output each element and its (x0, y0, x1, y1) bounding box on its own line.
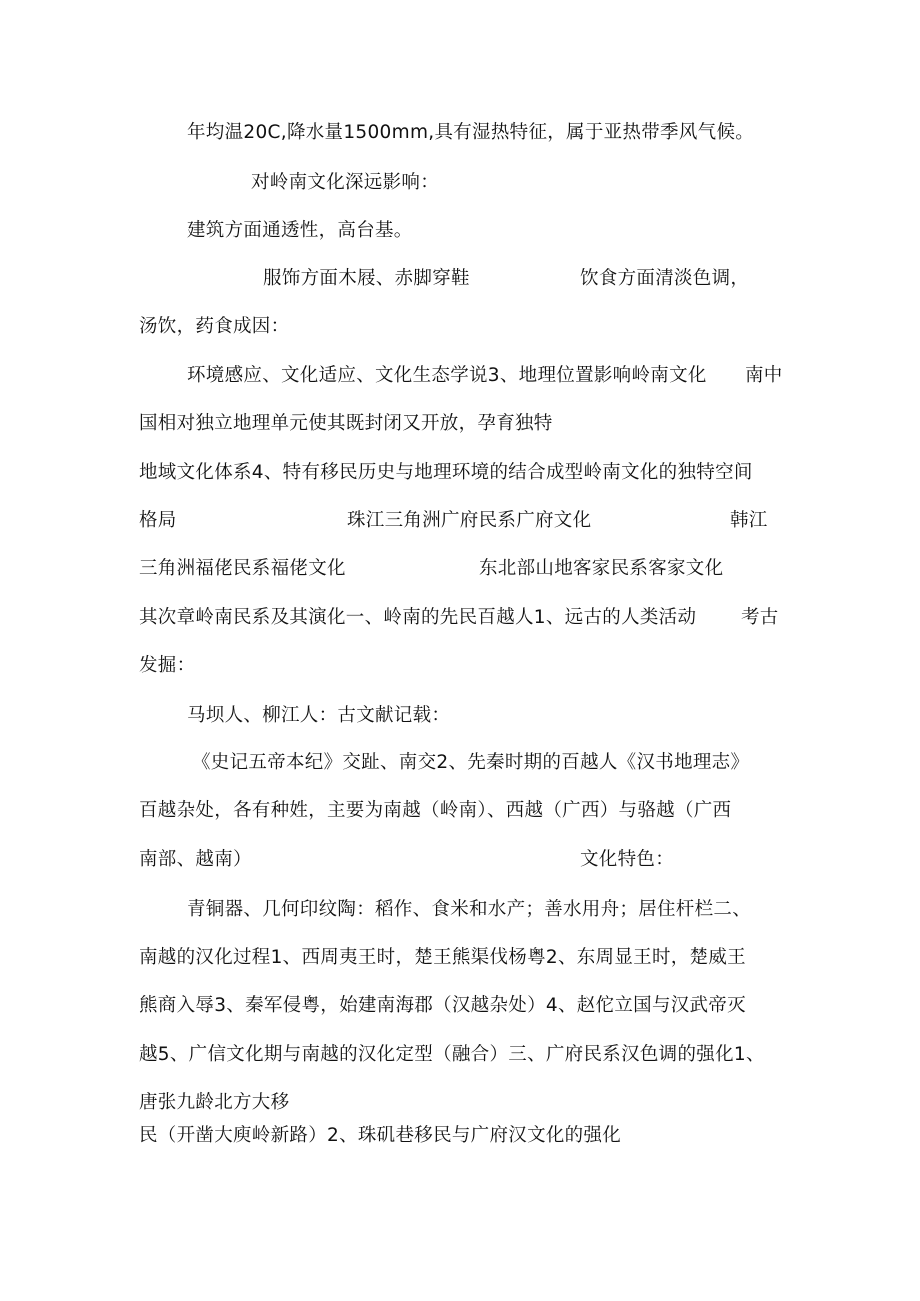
text-segment: 对岭南文化深远影响： (251, 172, 440, 193)
text-segment: 南越的汉化过程1、西周夷王时，楚王熊渠伐杨粤2、东周显王时，楚威王 (139, 947, 746, 968)
text-segment: 环境感应、文化适应、文化生态学说3、地理位置影响岭南文化 (187, 365, 707, 386)
text-segment: 青铜器、几何印纹陶：稻作、食米和水产；善水用舟；居住杆栏二、 (187, 899, 752, 920)
text-segment: 汤饮，药食成因： (139, 316, 290, 337)
text-segment: 南部、越南） (139, 849, 252, 870)
text-segment: 国相对独立地理单元使其既封闭又开放，孕育独特 (139, 413, 553, 434)
text-segment: 文化特色： (580, 849, 675, 870)
text-segment: 年均温20C,降水量1500mm,具有湿热特征，属于亚热带季风气候。 (187, 122, 755, 143)
text-segment: 饮食方面清淡色调， (580, 268, 750, 289)
text-segment: 南中 (745, 365, 783, 386)
text-segment: 唐张九龄北方大移 (139, 1092, 290, 1113)
text-segment: 百越杂处，各有种姓，主要为南越（岭南）、西越（广西）与骆越（广西 (139, 800, 732, 821)
text-segment: 建筑方面通透性，高台基。 (187, 220, 413, 241)
text-segment: 《史记五帝本纪》交趾、南交2、先秦时期的百越人《汉书地理志》 (192, 752, 750, 773)
text-segment: 地域文化体系4、特有移民历史与地理环境的结合成型岭南文化的独特空间 (139, 462, 753, 483)
text-segment: 其次章岭南民系及其演化一、岭南的先民百越人1、远古的人类活动 (139, 607, 697, 628)
text-segment: 发掘： (139, 655, 196, 676)
text-segment: 韩江 (730, 510, 768, 531)
text-segment: 熊商入辱3、秦军侵粤，始建南海郡（汉越杂处）4、赵佗立国与汉武帝灭 (139, 995, 746, 1016)
text-segment: 格局 (139, 510, 177, 531)
text-segment: 三角洲福佬民系福佬文化 (139, 558, 346, 579)
text-segment: 越5、广信文化期与南越的汉化定型（融合）三、广府民系汉色调的强化1、 (139, 1044, 765, 1065)
text-segment: 马坝人、柳江人：古文献记载： (187, 705, 451, 726)
text-segment: 服饰方面木屐、赤脚穿鞋 (263, 268, 470, 289)
text-segment: 考古 (741, 607, 779, 628)
text-segment: 珠江三角洲广府民系广府文化 (347, 510, 592, 531)
text-segment: 东北部山地客家民系客家文化 (479, 558, 724, 579)
text-segment: 民（开凿大庾岭新路）2、珠矶巷移民与广府汉文化的强化 (139, 1125, 622, 1146)
